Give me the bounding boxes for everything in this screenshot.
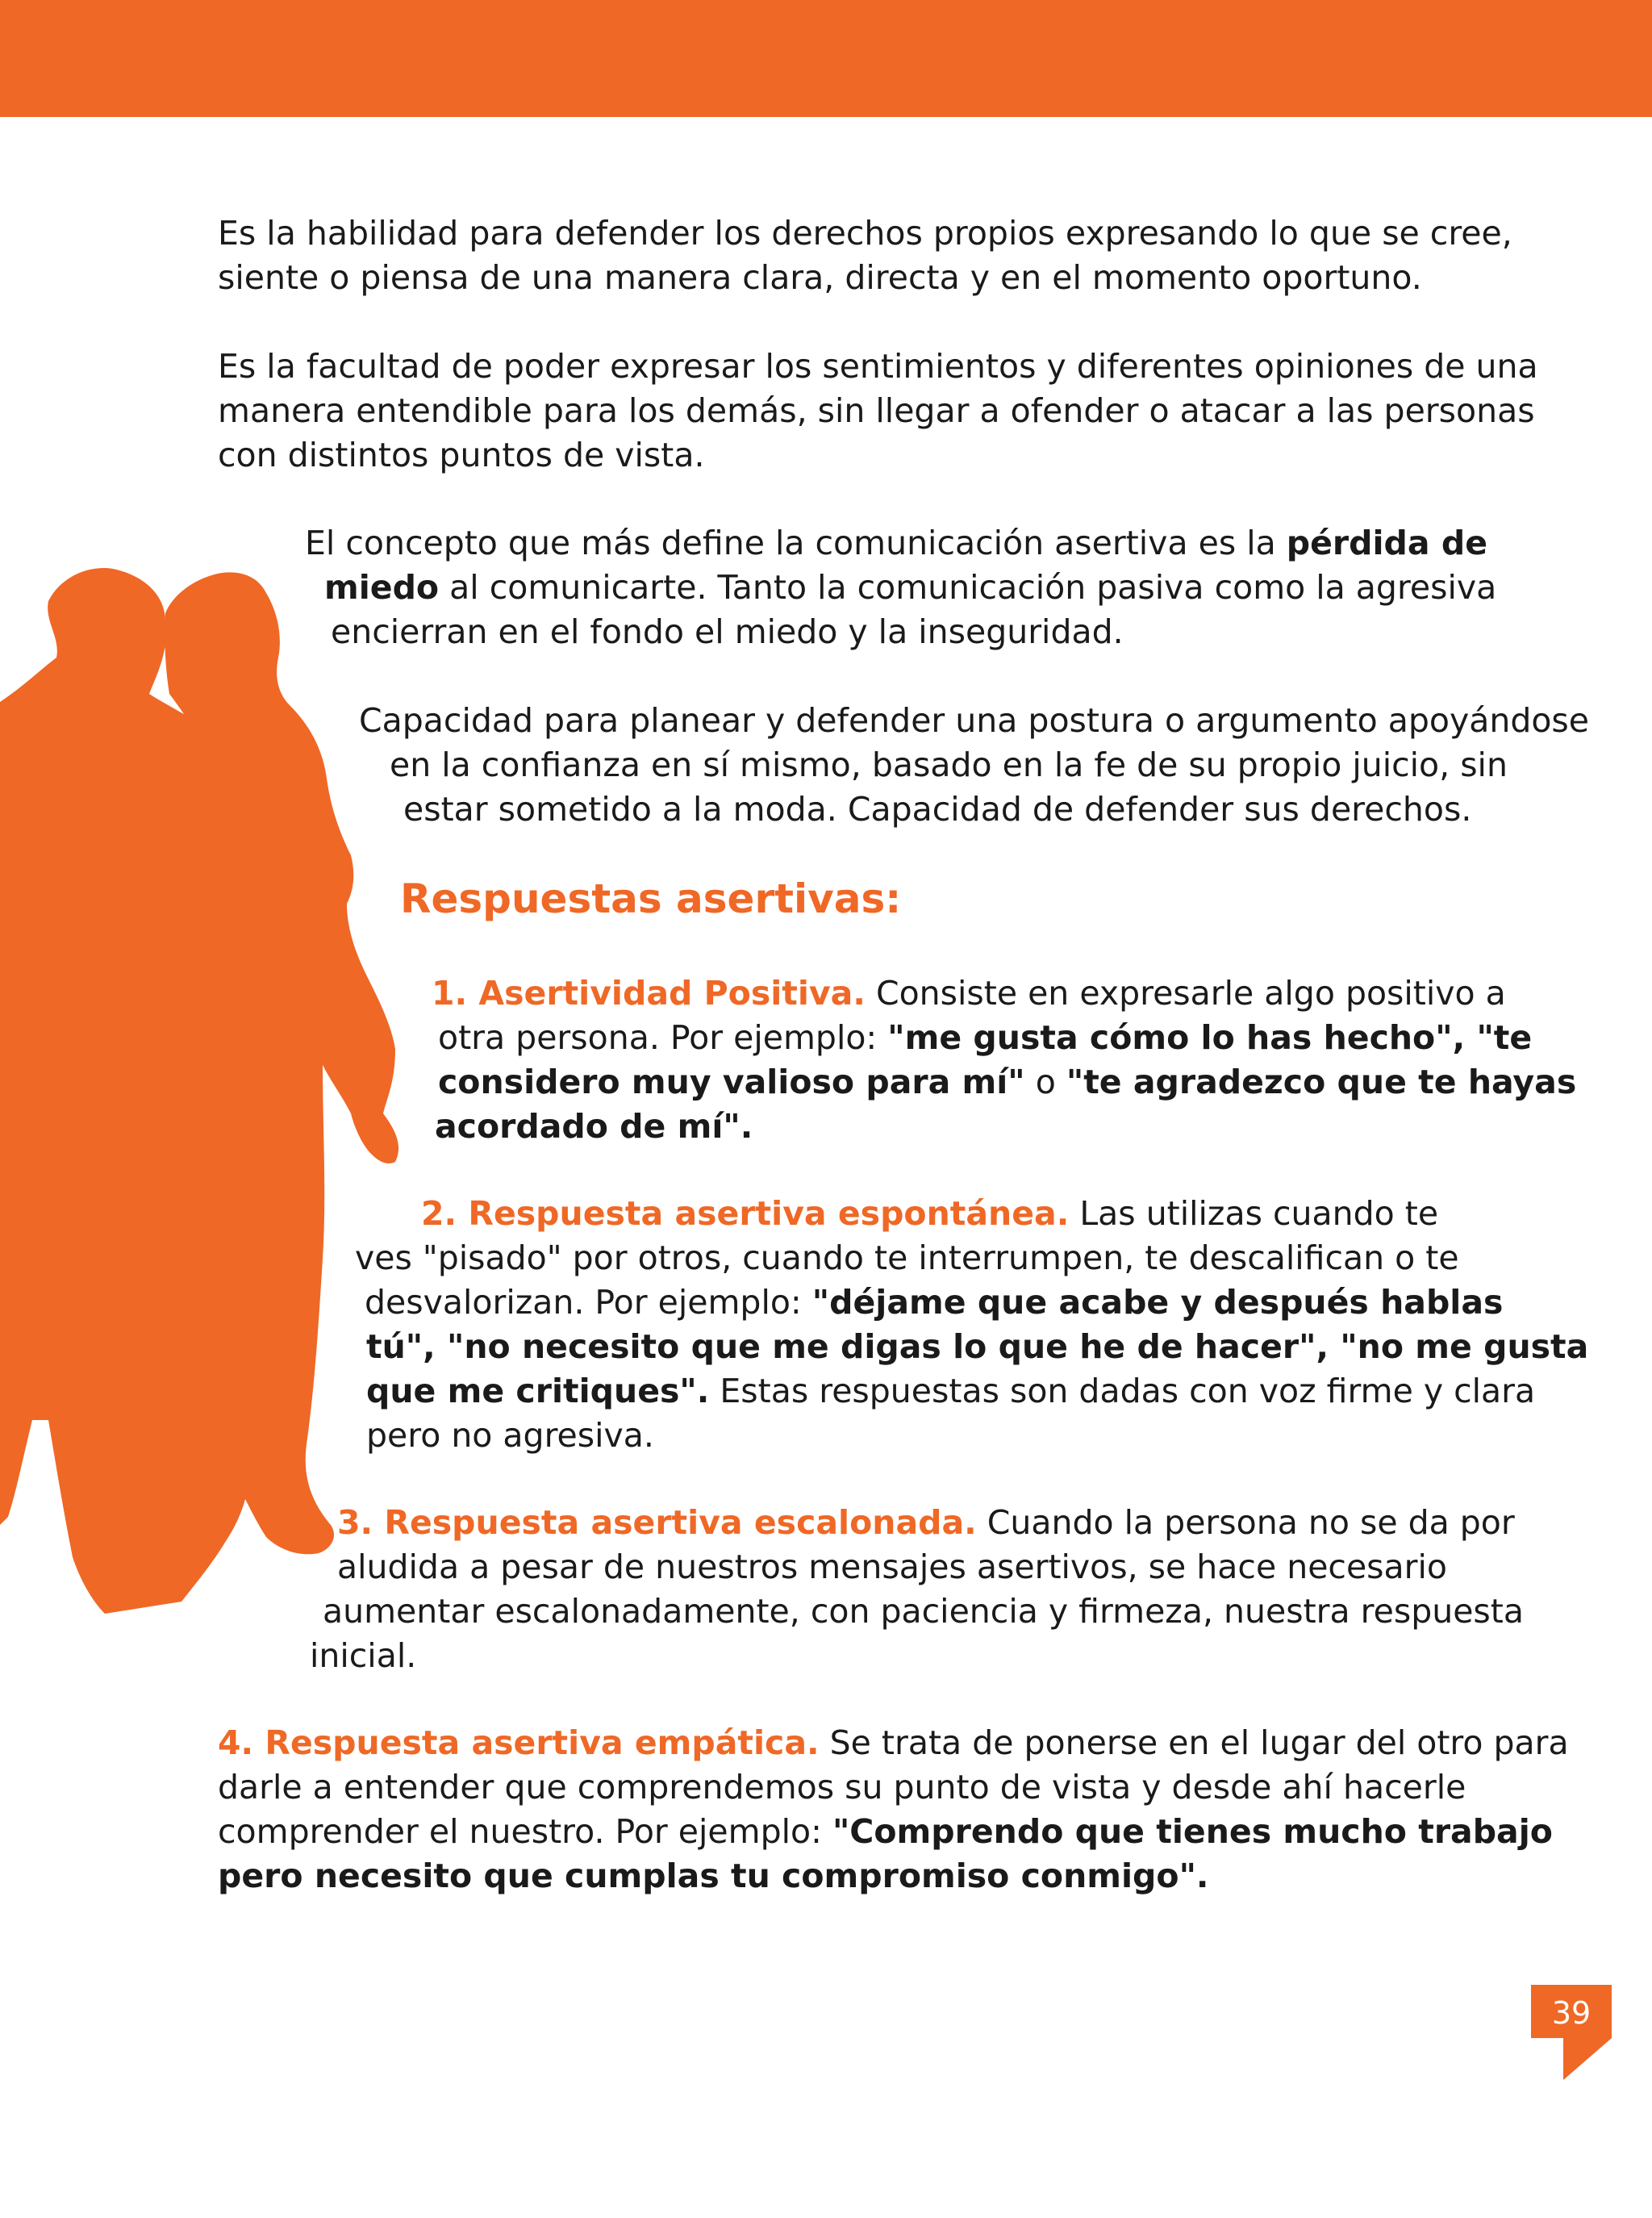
text-line: desvalorizan. Por ejemplo: "déjame que acabe y después hablas xyxy=(365,1283,1504,1322)
text-line: ves "pisado" por otros, cuando te interrumpen, te descalifican o te xyxy=(355,1238,1459,1277)
text-line: en la confianza en sí mismo, basado en la fe de su propio juicio, sin xyxy=(390,746,1508,784)
text-line: 3. Respuesta asertiva escalonada. Cuando la persona no se da por xyxy=(337,1503,1515,1542)
text-line: tú", "no necesito que me digas lo que he de hacer", "no me gusta xyxy=(366,1327,1589,1366)
text-line: acordado de mí". xyxy=(435,1107,753,1146)
text-line: 4. Respuesta asertiva empática. Se trata de ponerse en el lugar del otro para xyxy=(218,1723,1569,1762)
list-item-empathic-response xyxy=(218,1721,1569,1898)
text-line: El concepto que más define la comunicación asertiva es la pérdida de xyxy=(305,524,1488,562)
text-line: encierran en el fondo el miedo y la inseguridad. xyxy=(331,612,1124,651)
text-line: 2. Respuesta asertiva espontánea. Las utilizas cuando te xyxy=(421,1194,1439,1233)
text-line: otra persona. Por ejemplo: "me gusta cómo lo has hecho", "te xyxy=(438,1018,1533,1057)
paragraph-loss-of-fear xyxy=(305,521,1497,654)
text-line: miedo al comunicarte. Tanto la comunicación pasiva como la agresiva xyxy=(324,568,1497,607)
text-line: aumentar escalonadamente, con paciencia y firmeza, nuestra respuesta xyxy=(323,1592,1524,1631)
text-line: darle a entender que comprendemos su punto de vista y desde ahí hacerle xyxy=(218,1768,1466,1807)
text-line: estar sometido a la moda. Capacidad de defender sus derechos. xyxy=(403,790,1472,829)
text-line: manera entendible para los demás, sin llegar a ofender o atacar a las personas xyxy=(218,391,1535,430)
section-heading: Respuestas asertivas: xyxy=(400,875,902,922)
text-line: inicial. xyxy=(310,1636,417,1675)
paragraph-expression-faculty xyxy=(218,345,1538,478)
list-item-positive-assertiveness xyxy=(432,971,1577,1149)
text-line: Es la facultad de poder expresar los sentimientos y diferentes opiniones de una xyxy=(218,347,1538,386)
text-line: pero no agresiva. xyxy=(366,1416,654,1455)
text-line: con distintos puntos de vista. xyxy=(218,436,705,474)
text-line: pero necesito que cumplas tu compromiso conmigo". xyxy=(218,1857,1209,1895)
text-line: Es la habilidad para defender los derechos propios expresando lo que se cree, xyxy=(218,214,1512,253)
list-item-spontaneous-response xyxy=(355,1192,1589,1458)
text-line: Capacidad para planear y defender una postura o argumento apoyándose xyxy=(359,701,1590,740)
text-line: que me critiques". Estas respuestas son dadas con voz firme y clara xyxy=(366,1372,1536,1410)
text-line: comprender el nuestro. Por ejemplo: "Comprendo que tienes mucho trabajo xyxy=(218,1812,1553,1851)
paragraph-assertiveness-definition xyxy=(218,211,1512,300)
text-line: aludida a pesar de nuestros mensajes asertivos, se hace necesario xyxy=(337,1548,1448,1586)
text-line: 1. Asertividad Positiva. Consiste en expresarle algo positivo a xyxy=(432,974,1506,1013)
list-item-escalated-response xyxy=(310,1501,1524,1678)
text-line: considero muy valioso para mí" o "te agradezco que te hayas xyxy=(438,1063,1577,1101)
text-line: siente o piensa de una manera clara, directa y en el momento oportuno. xyxy=(218,258,1422,297)
paragraph-capacity xyxy=(359,699,1590,832)
page-number: 39 xyxy=(1551,1995,1592,2031)
